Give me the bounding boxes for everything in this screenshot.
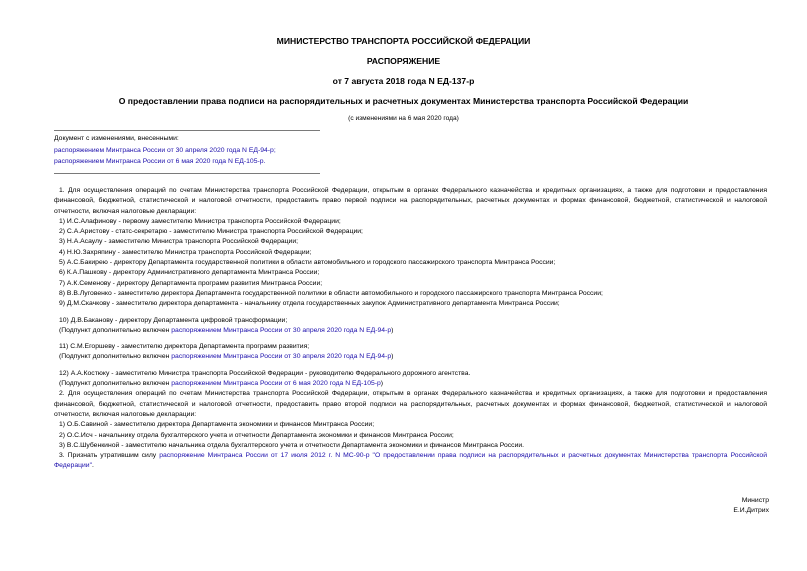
changes-box — [54, 133, 276, 168]
item-12-note: (Подпункт дополнительно включен распоряжением Минтранса России от 6 мая 2020 года N ЕД-105-р) — [59, 380, 384, 388]
document-title: О предоставлении права подписи на распорядительных и расчетных документах Министерства транспорта Российской Федерации — [118, 96, 689, 106]
signature-block — [733, 496, 769, 517]
item-10-note-link[interactable]: распоряжением Минтранса России от 30 апреля 2020 года N ЕД-94-р — [171, 326, 392, 334]
list-item: 5) А.С.Бакирею - директору Департамента государственной политики в области автомобильного и городского пассажирского транспорта Минтранса России; — [59, 259, 556, 267]
amendments-note: (с изменениями на 6 мая 2020 года) — [348, 115, 459, 122]
list-item: 6) К.А.Пашкову - директору Административного департамента Минтранса России; — [59, 269, 320, 277]
list-item: 9) Д.М.Скачкову - заместителю директора департамента - начальнику отдела государственных закупок Административного департамента Минтранса России; — [59, 300, 560, 308]
list-item-12: 12) А.А.Костюку - заместителю Министра транспорта Российской Федерации - руководителю Федерального дорожного агентства. — [59, 369, 471, 377]
paragraph-1: 1. Для осуществления операций по счетам Министерства транспорта Российской Федерации, открытым в органах Федерального казначейства и кредитных организациях, а также для подготовки и предоставления финансовой, бюджетной, статистической и налоговой отчетности, предоставить право первой подписи на распорядительных, расчетных документах и формах финансовой, бюджетной, статистической и налоговой отчетности, включая налоговые декларации: — [54, 187, 767, 215]
item-10-note: (Подпункт дополнительно включен распоряжением Минтранса России от 30 апреля 2020 года N ЕД-94-р) — [59, 326, 394, 334]
changes-link-ed-105[interactable]: распоряжением Минтранса России от 6 мая 2020 года N ЕД-105-р. — [54, 158, 266, 165]
changes-link-ed-94[interactable]: распоряжением Минтранса России от 30 апреля 2020 года N ЕД-94-р; — [54, 146, 276, 154]
list-item-11: 11) С.М.Егоршеву - заместителю директора Департамента программ развития; — [59, 343, 310, 351]
divider-top — [54, 130, 320, 131]
list-item: 8) В.В.Луговенко - заместителю директора Департамента государственной политики в области автомобильного и городского пассажирского транспорта Минтранса России; — [59, 289, 603, 297]
item-12-note-link[interactable]: распоряжением Минтранса России от 6 мая 2020 года N ЕД-105-р — [171, 380, 381, 388]
list-item: 4) Н.Ю.Захряпину - заместителю Министра транспорта Российской Федерации; — [59, 248, 312, 256]
list-item: 1) И.С.Алафинову - первому заместителю Министра транспорта Российской Федерации; — [59, 217, 341, 225]
paragraph-2: 2. Для осуществления операций по счетам Министерства транспорта Российской Федерации, открытым в органах Федерального казначейства и кредитных организациях, а также для подготовки и предоставления финансовой, бюджетной, статистической и налоговой отчетности, предоставить право второй подписи на распорядительных, расчетных документах и формах финансовой, бюджетной, статистической и налоговой отчетности, включая налоговые декларации: — [54, 390, 767, 418]
list-item-10: 10) Д.В.Баканову - директору Департамента цифровой трансформации; — [59, 316, 288, 324]
divider-bottom — [54, 173, 320, 174]
repealed-order-link[interactable]: распоряжение Минтранса России от 17 июля 2012 г. N МС-90-р "О предоставлении права подписи на распорядительных и расчетных документах Министерства транспорта Российской Федерации" — [54, 452, 767, 470]
doc-type-heading: РАСПОРЯЖЕНИЕ — [366, 56, 441, 66]
document-body — [54, 186, 767, 472]
ministry-heading: МИНИСТЕРСТВО ТРАНСПОРТА РОССИЙСКОЙ ФЕДЕРАЦИИ — [276, 36, 531, 46]
list-item: 2) О.С.Исч - начальнику отдела бухгалтерского учета и отчетности Департамента экономики и финансов Минтранса России; — [59, 431, 454, 439]
list-item: 2) С.А.Аристову - статс-секретарю - заместителю Министра транспорта Российской Федерации; — [59, 228, 363, 236]
item-11-note: (Подпункт дополнительно включен распоряжением Минтранса России от 30 апреля 2020 года N ЕД-94-р) — [59, 353, 394, 361]
list-item: 3) В.С.Шубенкиной - заместителю начальника отдела бухгалтерского учета и отчетности Департамента экономики и финансов Минтранса России. — [59, 441, 525, 449]
date-number-heading: от 7 августа 2018 года N ЕД-137-р — [332, 76, 475, 86]
list-item: 1) О.Б.Савиной - заместителю директора Департамента экономики и финансов Минтранса России; — [59, 421, 375, 429]
paragraph-3: 3. Признать утратившим силу распоряжение Минтранса России от 17 июля 2012 г. N МС-90-р "О предоставлении права подписи на распорядительных и расчетных документах Министерства транспорта Российской Федерации". — [54, 452, 767, 470]
list-item: 3) Н.А.Асаулу - заместителю Министра транспорта Российской Федерации; — [59, 238, 299, 246]
changes-intro: Документ с изменениями, внесенными: — [54, 135, 179, 142]
signature-name: Е.И.Дитрих — [733, 507, 769, 515]
list-item: 7) А.К.Семенову - директору Департамента программ развития Минтранса России; — [59, 279, 323, 287]
signature-position: Министр — [741, 497, 769, 504]
item-11-note-link[interactable]: распоряжением Минтранса России от 30 апреля 2020 года N ЕД-94-р — [171, 353, 392, 361]
